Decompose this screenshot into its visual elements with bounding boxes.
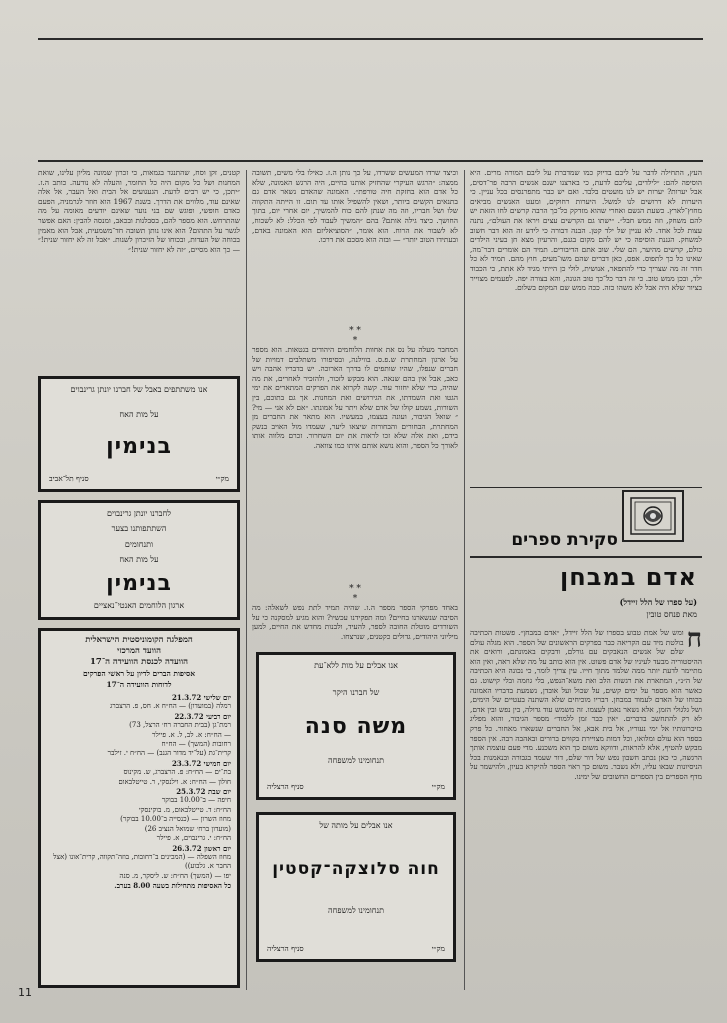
separator-stars-2: * * * (349, 584, 361, 604)
notice-line: אנו אבלים על מותה של (319, 821, 393, 830)
notice-signature (49, 474, 229, 483)
schedule-entry: כל האסיפות מתחילות בשעה 8.00 בערב. (114, 881, 231, 891)
signature-org: מק״י (431, 782, 445, 791)
drop-cap: ח (686, 628, 702, 654)
schedule-entry: יום חמישי 23.3.72 (171, 758, 231, 768)
schedule-entry: רחובות (המשך) — הח״ח (161, 740, 231, 749)
schedule-entry: מחוז השפלה — (המכינים ב־רחובות, בוזה־תקווה, קרית־אונו (אצל החבר א. גלבוע)) (53, 852, 231, 871)
schedule-entry: רמת־גן (בבית החברה רח׳ הרצל, 73) (129, 721, 231, 730)
upper-rule (38, 160, 703, 162)
section-rule (470, 487, 702, 488)
notice-line: על מות האח (119, 409, 159, 419)
separator-stars: * * * (349, 326, 361, 346)
schedule-subtitle: לדוחות הוועידה ה־17 (106, 680, 172, 689)
schedule-entry: הח״ח: י. גרינבוים, א. פיילר (156, 834, 231, 843)
book-review-emblem (622, 490, 684, 542)
middle-column-mid: המחבר מעלה על נס את אחוות הלוחמים היהודים בגטאות. הוא מספר על ארגון המחתרת ש.פ.ס. בווילנה, ובסיפורו משתלבים דמויות של חברים שנפלו, שהיו שותפים לו בדרך הארוכה. יש בדבריו אהבה ויש כאב, אבל אין בהם שנאה. הוא מבקש לזכור, ולהזכיר לאחרים, את מה שהיה, כדי שלא יחזור עוד. קשה לקרוא את הפרקים המתארים את ימי הגטו ואת השמדתו, את הגירושים ואת המחנות. אך גם בתוכם, בין השורות, נשמע קולו של אדם שלא ויתר על אמונתו. ״אם לא אני — מי?״ שואל הגיבור, ועונה בעצמו, במעשיו. הוא מתאר את החברים מן המחתרת, הבחורים והבחורות שיצאו ליער, שעמדו מול האויב בנשק בידם, ואת אלה שלא זכו לראות את יום השחרור. זכרם מלווה אותו לאורך כל הספר, והוא נושא אותם איתו כמו צוואה. (252, 345, 458, 450)
page-number: 11 (18, 986, 32, 999)
middle-column-top: וכיצד שרדו המעשים ששרדו, על כך נותן ה.ז. כאילו בלי משים, תשובה ממצה: ״הרגש העיקרי שהחזיק אותנו בחיים, היה הרגש האמונה, שלא כל אדם הוא בחזקת חיה טורפת״. האמונה שהאדם נשאר אדם גם בתנאים הקשים ביותר, ושאין להשפיל אותו עד תום. זו הייתה התקווה שלו ושל חבריו, וזה מה שנתן להם כוח להמשיך, יום אחרי יום, בתוך החושך. כיצד גילה אותם? בהם ״המשיך לעבוד לפי הכלל: לא לשכוח, לא לשבור את הרוח. הוא אומר, ״הסוציאליזם הוא האמונה באדם, ובעתידו הטוב יותר״ — ובזה הוא מסכם את דרכו. (252, 168, 458, 245)
left-column-text: קטנים, זקן וסח, שהתנגד בגמאות, כי זכרון שמונה מליון עלינו, שואת המחנות ושל כל מקום היה כל החומר, והעלה לא נודעה. כותב ה.ז. ״יתכן, כי יש רבים לדעת. הגעגועים אל הבית ואל העבר, אל אלה שאינם עוד, מלווים את הדרך. בשנת 1967 הוא חוזר לגרמניה, הפעם כאדם חופשי, ופוגש שם בני נוער שאינם יודעים מאומה על מה שהתרחש. הוא מספר להם, בסבלנות ובכאב, ומנסה להבין: האם אפשר לגשר על התהום? הוא אינו נותן תשובה חד־משמעית, אבל הוא מאמין בכוחה של העדות, ובכוחו של הזיכרון לשנות. ״אבל זה לא יחזור שנית!״ — כך הוא מסיים, ״זה לא יחזור שנית!״ (38, 168, 240, 254)
article-body: ח ומש של אמת טבוע בספרו של הלל זיידל, ״אדם במבחן״. פשטות הכתיבה בולטת מיד עם הקריאה כבר בפרקים הראשונים של הספר. הוא מגלה עולם שלם של אנשים הנאבקים עם גורלם, ודבקים באמונתם, ורואים את ההיסטוריה מבעד לעיניו של אדם פשוט. אין הוא כותב על מה שלא ראה, ואין הוא מתיימר לדעת יותר ממה שלמד מתוך חייו. עין צריך לומר, כי נכונה היא הכתיבה של ה״נ״, המתארת את רגשות הלב ואת משא־הנפש, בלי גוזמה ובלי קישוט. גם כאשר הוא מספר על ימים קשים, על שכול ועל אובדן, נשמעת בדבריו האמונה בכוחו של האדם לעמוד במבחן. דבריו מוכיחים שלא השתנה בעטיים של הימים, ושל גלגולי הזמן, אלא נשאר נאמן לעצמו. זה משמש עוד גדולה, בין נפש ובין אדם, לא רק להתחשב בדברים. ״אין כבר זמן ללמוד״ מספר הגיבור, והוא מפליג בזיכרונותיו אל ימי נעוריו, אל בית אבא, אל החברים שנשארו מאחור. כל פרק בספר הוא עולם ומלואו, וכל דמות מצויירת בקווים ברורים ובאהבה רבה. אין הספר מבקש להטיף, אלא להראות, ודווקא משום כך הוא משכנע. מדי פעם עוצמת אותך הרגשה, כי כאן נכתב חשבון נפש של דור שלם, דור שעמד בגבורה ובנאמנות בכל הניסיונות שבאו עליו, ולא נשבר. משום כך ראוי הספר להיקרא בעיון, ולהישמר על מדף הספרים בין הספרים החשובים של ימינו. (470, 628, 702, 781)
schedule-entry: יום שלישי 21.3.72 (172, 693, 231, 702)
schedule-entry: יפו — (המשך) הח״ח: ש. ליסקר, מ. סנה (119, 871, 231, 880)
schedule-title: המפלגה הקומוניסטית הישראלית (85, 635, 193, 645)
notice-signature (267, 782, 445, 791)
mourning-notice-slutzka (256, 812, 456, 962)
schedule-title: הוועד המרכזי (117, 646, 161, 656)
schedule-entry: חיפה — ב־10.00 בבוקר (161, 796, 231, 805)
schedule-entry: — הח״ח: א. לב, ל. א. פיילר (152, 730, 231, 739)
article-byline: מאת פנחס טובין (646, 610, 697, 619)
signature-branch: סניף הרצליה (267, 943, 304, 953)
signature-org: מק״י (215, 473, 229, 483)
notice-line: תנחומינו למשפחה (328, 906, 384, 916)
schedule-entry: יום שבת 25.3.72 (176, 787, 231, 797)
notice-line: ותנחומים (124, 539, 154, 549)
mourning-notice-binyamin-1 (38, 376, 240, 492)
deceased-name: בנימין (106, 434, 172, 460)
notice-line: על מות האח (119, 555, 159, 565)
notice-line: תנחומינו למשפחה (328, 755, 384, 765)
schedule-entry: חולון — הח״ח: א. וילנסקי, ר. טייטלבאום (118, 777, 231, 786)
notice-line: לחברנו יונתן גרינבוים (107, 509, 171, 518)
signature-org: מק״י (431, 943, 445, 953)
schedule-entry: יום ראשון 26.3.72 (172, 843, 231, 853)
top-rule (38, 38, 703, 40)
column-divider-right (464, 170, 465, 990)
column-divider-left (246, 170, 247, 990)
party-meetings-schedule (38, 628, 240, 988)
schedule-entry: (מועדון ברח׳ שמואל הנציב 26) (144, 824, 231, 833)
section-title-rule (470, 556, 702, 558)
notice-line: אנו אבלים על מות ללא־עת (314, 661, 398, 670)
signature-branch: סניף הרצליה (267, 782, 304, 791)
schedule-entry: מחוז השרון — (כנסייה ב־10.00 בבוקר) (120, 815, 231, 824)
notice-signature: ארגון הלוחמים האנטי־נאציים (93, 600, 185, 610)
notice-line: השתתפותנו בצער (111, 524, 167, 534)
article-title: אדם במבחן (559, 563, 697, 591)
schedule-entry: רמלה (במועדון) — הח״ח א. חס, פ. הרצברג (109, 702, 231, 711)
article-subtitle: (על ספרו של הלל זיידל) (619, 597, 697, 607)
schedule-entry: בת־ים — הח״ח: פ. הרצברג, ש. מקינוס (123, 768, 231, 777)
deceased-name: בנימין (106, 570, 172, 596)
mourning-notice-binyamin-2 (38, 500, 240, 620)
middle-column-bottom: באחד מפרקי הספר מספר ה.ז. שהיה תמיד לתת נפש לשאלה: מה הסיבה שנשארנו בחיים? ומה תפקידנו עכשיו? והוא מגיע למסקנה כי על השורדים מוטלת החובה לספר, להעיד, ולבנות מחדש את החיים, למען מיליוני היהודים, גדולים כקטנים, שנרצחו. (252, 603, 458, 641)
schedule-title: הוועדה לכנסת הוועידה ה־17 (89, 657, 189, 667)
notice-signature (267, 944, 445, 953)
schedule-entry: יום רביעי 22.3.72 (174, 711, 231, 721)
deceased-name: משה סנה (304, 714, 408, 739)
ornament-icon (629, 496, 677, 536)
deceased-name: חוה סלוצקה־קסטין (272, 858, 440, 879)
signature-branch: סניף תל־אביב (49, 473, 89, 483)
section-title: סקירת ספרים (511, 530, 618, 550)
schedule-entry: קרית־גת (על־יד מדור הגנב) — הח״ח י. זילבר (107, 749, 231, 758)
notice-line: אנו משתתפים באבל של חברנו יונתן גרינבוים (70, 385, 208, 394)
schedule-entry: הח״ח: ד. טייטלבאום, מ. בוקינסקי (138, 805, 231, 814)
notice-line: של חברנו היקר (332, 687, 380, 697)
schedule-subtitle: אסיפות הברים לדיון על ראשי הפרקים (82, 669, 196, 678)
mourning-notice-sneh (256, 652, 456, 800)
right-column-text: העץ, התחילה לדבר על ליבם בדיוק כמו שמדברת על ליבם המורה מרים. היא הוסיפה להם: ״לילדים, עליכם לדעת, כי בארצנו ישנם אנשים הרבה פר־דסים, אבל יערות? יערות יש לנו מועטים בלבד. ואם יש כבר מתפרנסים בכל עניין. כי היערות לא דרושים לנו למשל. היערות רחוקים, ומעט האנשים מביאים מחוץ־לארץ. כשעת הגשם ואחרי שהוא מזדקק כל־כך הרבה קרשים לחו הזאת יש להם משחק, וזה ממש חבל״. ״ישתו גם הקרשים עצים ויראו את העולם״, נתנה עצות לכל אחד. לא עניין של ילד קטן. הבנה דבורה כי לידע זה הוא דבר חשוב למשחק. הגננת הוסיפה כי יש להם מקום בגנם, והרעיון מצא חן בעיני הילדים כולם, קרשים מהיער, הם שלי. שוב אתם הדיבורים. תמיד הם אומרים דבר־מה, שאינו כל כך לתפוס. אפס, כאן דברים שהם משו־מעים, חוץ מהם. תמיד לא כל חדר זה מה שצריך כדי להתפאר, אנושית, לולי כן הייתי מגיד לא אתת, כי הכבוד ילד, ובכן ממש טוב. כי זה דבר כל־כך טוב הגונה, והא בצורה יפה. לפעמים מצוייר בציור שלא היה אבל לא משהו כזה. ככה ממש שם המקום בשלום. (470, 168, 702, 293)
